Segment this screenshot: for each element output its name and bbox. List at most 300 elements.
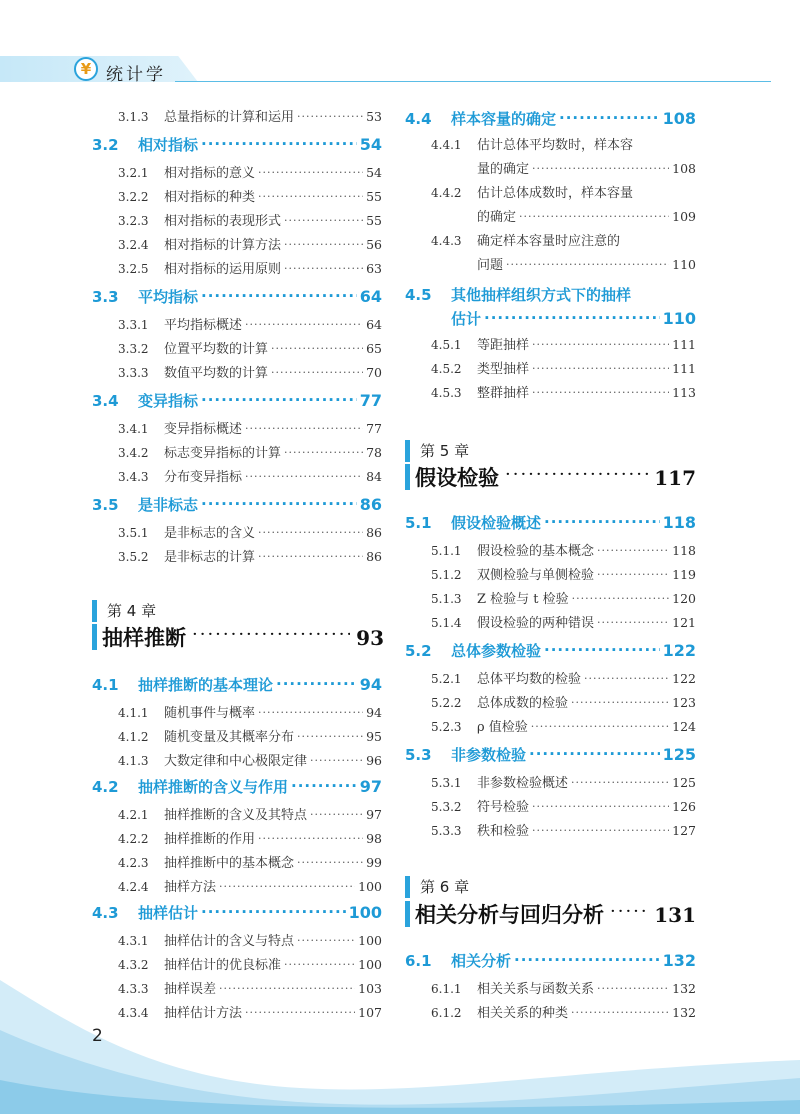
chapter-5-page: 117 (654, 466, 696, 490)
leader-dots (597, 544, 669, 555)
entry-number: 4.3.1 (118, 934, 149, 948)
section-4-2[interactable] (92, 776, 382, 797)
entry-page: 64 (359, 287, 382, 306)
subsection-4-1-2[interactable] (118, 726, 382, 745)
entry-title: 抽样估计的含义与特点 (164, 934, 295, 949)
entry-page: 111 (672, 361, 696, 376)
leader-dots (245, 422, 363, 433)
chapter-4-label: 第 4 章 (92, 600, 156, 622)
entry-page: 132 (672, 981, 696, 996)
subsection-4-2-2[interactable] (118, 828, 382, 847)
chapter-6-marker (405, 901, 410, 927)
entry-number: 5.1.3 (431, 592, 462, 606)
entry-number: 4.4.2 (431, 186, 462, 200)
entry-page: 56 (366, 237, 382, 252)
leader-dots (201, 135, 357, 150)
entry-title-continued: 估计 (451, 310, 482, 328)
entry-title: 相关分析 (451, 952, 512, 970)
section-5-3[interactable] (405, 744, 696, 765)
entry-page: 111 (672, 337, 696, 352)
section-4-5-line1[interactable] (405, 284, 696, 305)
entry-number: 5.1.4 (431, 616, 462, 630)
chapter-6-label: 第 6 章 (405, 876, 469, 898)
entry-title: 位置平均数的计算 (164, 342, 269, 357)
entry-number: 3.2.4 (118, 238, 149, 252)
leader-dots (258, 166, 363, 177)
entry-title: 平均指标 (138, 288, 199, 306)
entry-number: 3.5 (92, 496, 119, 514)
entry-number: 4.1 (92, 676, 119, 694)
entry-page: 118 (672, 543, 696, 558)
section-5-1[interactable] (405, 512, 696, 533)
subsection-3-4-2[interactable] (118, 442, 382, 461)
entry-title: 抽样估计 (138, 904, 199, 922)
entry-page: 54 (359, 135, 382, 154)
leader-dots (258, 526, 363, 537)
subsection-5-1-3[interactable] (431, 588, 696, 607)
entry-page: 98 (366, 831, 382, 846)
entry-number: 6.1 (405, 952, 432, 970)
entry-title: 假设检验概述 (451, 514, 542, 532)
entry-number: 4.1.3 (118, 754, 149, 768)
entry-number: 3.3.3 (118, 366, 149, 380)
chapter-5-label: 第 5 章 (405, 440, 469, 462)
subsection-4-5-2[interactable] (431, 358, 696, 377)
entry-title: 等距抽样 (477, 338, 530, 353)
subsection-4-5-3[interactable] (431, 382, 696, 401)
leader-dots (506, 258, 669, 269)
subsection-5-3-3[interactable] (431, 820, 696, 839)
entry-page: 122 (672, 671, 696, 686)
entry-number: 4.1.2 (118, 730, 149, 744)
entry-title: 变异指标概述 (164, 422, 243, 437)
entry-page: 95 (366, 729, 382, 744)
entry-title: 是非标志的计算 (164, 550, 256, 565)
leader-dots (192, 624, 350, 645)
subsection-4-2-4[interactable] (118, 876, 382, 895)
subsection-5-1-1[interactable] (431, 540, 696, 559)
leader-dots (258, 706, 363, 717)
entry-title: 样本容量的确定 (451, 110, 557, 128)
subsection-5-2-2[interactable] (431, 692, 696, 711)
entry-page: 108 (672, 161, 696, 176)
entry-number: 5.2.2 (431, 696, 462, 710)
entry-title: 抽样推断的含义与作用 (138, 778, 289, 796)
entry-number: 3.2.3 (118, 214, 149, 228)
leader-dots (597, 568, 669, 579)
entry-number: 4.2.3 (118, 856, 149, 870)
leader-dots (297, 934, 355, 945)
entry-number: 3.5.2 (118, 550, 149, 564)
entry-title: 相对指标的表现形式 (164, 214, 282, 229)
entry-title: 是非标志的含义 (164, 526, 256, 541)
entry-number: 5.1.2 (431, 568, 462, 582)
entry-number: 4.3.3 (118, 982, 149, 996)
entry-number: 5.3.1 (431, 776, 462, 790)
leader-dots (258, 190, 363, 201)
chapter-4-marker (92, 624, 97, 650)
entry-number: 3.4.3 (118, 470, 149, 484)
entry-number: 3.4.2 (118, 446, 149, 460)
chapter-5-marker (405, 464, 410, 490)
section-4-3[interactable] (92, 902, 382, 923)
chapter-6-title: 相关分析与回归分析 (415, 902, 604, 927)
entry-page: 53 (366, 109, 382, 124)
subsection-4-4-1-line1[interactable] (431, 134, 696, 153)
entry-title: 相对指标的计算方法 (164, 238, 282, 253)
leader-dots (529, 745, 660, 760)
chapter-5-entry[interactable] (415, 462, 696, 492)
entry-page: 70 (366, 365, 382, 380)
entry-title: 抽样推断的基本理论 (138, 676, 274, 694)
leader-dots (571, 696, 669, 707)
entry-page: 125 (672, 775, 696, 790)
entry-page: 100 (348, 903, 382, 922)
leader-dots (484, 309, 660, 324)
book-title: 统计学 (106, 65, 166, 85)
leader-dots (505, 464, 648, 485)
entry-title: 平均指标概述 (164, 318, 243, 333)
entry-title: ρ 值检验 (477, 720, 528, 735)
entry-page: 86 (359, 495, 382, 514)
entry-number: 4.5.1 (431, 338, 462, 352)
entry-page: 96 (366, 753, 382, 768)
subsection-3-2-3[interactable] (118, 210, 382, 229)
entry-title: 抽样估计的优良标准 (164, 958, 282, 973)
entry-title: 抽样估计方法 (164, 1006, 243, 1021)
leader-dots (271, 366, 363, 377)
entry-number: 4.2 (92, 778, 119, 796)
entry-page: 86 (366, 549, 382, 564)
entry-page: 113 (672, 385, 696, 400)
entry-title: 标志变异指标的计算 (164, 446, 282, 461)
entry-number: 5.3.3 (431, 824, 462, 838)
leader-dots (219, 880, 355, 891)
entry-page: 100 (358, 957, 382, 972)
subsection-4-4-2-line2[interactable] (477, 206, 696, 225)
entry-title: Z 检验与 t 检验 (477, 592, 569, 607)
leader-dots (284, 446, 363, 457)
chapter-6-page: 131 (654, 903, 696, 927)
entry-page: 119 (672, 567, 696, 582)
chapter-4-entry[interactable] (102, 622, 384, 652)
section-3-5[interactable] (92, 494, 382, 515)
leader-dots (291, 777, 357, 792)
yuan-icon: ¥ (74, 57, 98, 81)
leader-dots (610, 901, 648, 922)
leader-dots (532, 162, 669, 173)
subsection-4-4-3-line2[interactable] (477, 254, 696, 273)
entry-title: 总体参数检验 (451, 642, 542, 660)
entry-number: 5.3 (405, 746, 432, 764)
entry-page: 65 (366, 341, 382, 356)
leader-dots (559, 109, 660, 124)
entry-number: 4.5.2 (431, 362, 462, 376)
leader-dots (276, 675, 357, 690)
section-3-2[interactable] (92, 134, 382, 155)
entry-page: 132 (672, 1005, 696, 1020)
entry-title: 非参数检验概述 (477, 776, 569, 791)
entry-title: 双侧检验与单侧检验 (477, 568, 595, 583)
entry-title: 符号检验 (477, 800, 530, 815)
leader-dots (297, 730, 363, 741)
entry-page: 121 (672, 615, 696, 630)
entry-title-continued: 量的确定 (477, 162, 530, 177)
leader-dots (310, 808, 363, 819)
entry-number: 5.1 (405, 514, 432, 532)
chapter-5-title: 假设检验 (415, 465, 499, 490)
entry-title: 相对指标的运用原则 (164, 262, 282, 277)
subsection-3-2-4[interactable] (118, 234, 382, 253)
entry-number: 3.3.1 (118, 318, 149, 332)
entry-number: 6.1.2 (431, 1006, 462, 1020)
leader-dots (544, 641, 660, 656)
entry-title: 估计总体平均数时，样本容 (477, 138, 634, 153)
leader-dots (532, 386, 669, 397)
subsection-4-2-3[interactable] (118, 852, 382, 871)
entry-page: 94 (366, 705, 382, 720)
leader-dots (258, 832, 363, 843)
entry-title-continued: 问题 (477, 258, 504, 273)
subsection-3-2-5[interactable] (118, 258, 382, 277)
subsection-3-3-2[interactable] (118, 338, 382, 357)
leader-dots (201, 903, 346, 918)
entry-title: 相对指标的种类 (164, 190, 256, 205)
entry-page: 77 (366, 421, 382, 436)
entry-number: 3.3 (92, 288, 119, 306)
subsection-4-1-1[interactable] (118, 702, 382, 721)
entry-page: 109 (672, 209, 696, 224)
entry-number: 3.2 (92, 136, 119, 154)
entry-number: 4.5 (405, 286, 432, 304)
entry-title: 假设检验的两种错误 (477, 616, 595, 631)
entry-number: 4.2.4 (118, 880, 149, 894)
entry-number: 5.1.1 (431, 544, 462, 558)
leader-dots (531, 720, 669, 731)
entry-title: 类型抽样 (477, 362, 530, 377)
chapter-4-title: 抽样推断 (102, 625, 186, 650)
leader-dots (201, 391, 357, 406)
footer-wave (0, 960, 800, 1114)
leader-dots (284, 238, 363, 249)
leader-dots (201, 495, 357, 510)
leader-dots (284, 214, 363, 225)
entry-number: 4.4 (405, 110, 432, 128)
entry-page: 108 (662, 109, 696, 128)
entry-number: 4.1.1 (118, 706, 149, 720)
subsection-3-5-1[interactable] (118, 522, 382, 541)
leader-dots (597, 616, 669, 627)
entry-title: 数值平均数的计算 (164, 366, 269, 381)
leader-dots (532, 800, 669, 811)
entry-title: 抽样误差 (164, 982, 217, 997)
subsection-3-1-3[interactable] (118, 106, 382, 125)
section-4-1[interactable] (92, 674, 382, 695)
leader-dots (519, 210, 669, 221)
entry-number: 3.2.1 (118, 166, 149, 180)
entry-page: 94 (359, 675, 382, 694)
entry-page: 97 (366, 807, 382, 822)
entry-title: 抽样方法 (164, 880, 217, 895)
page-number: 2 (92, 1026, 103, 1046)
entry-title: 变异指标 (138, 392, 199, 410)
subsection-4-4-1-line2[interactable] (477, 158, 696, 177)
entry-title: 相关关系的种类 (477, 1006, 569, 1021)
subsection-5-2-3[interactable] (431, 716, 696, 735)
leader-dots (297, 856, 363, 867)
subsection-4-1-3[interactable] (118, 750, 382, 769)
entry-page: 78 (366, 445, 382, 460)
entry-number: 3.2.5 (118, 262, 149, 276)
entry-number: 4.3.2 (118, 958, 149, 972)
leader-dots (245, 318, 363, 329)
entry-number: 4.3 (92, 904, 119, 922)
entry-title: 抽样推断的含义及其特点 (164, 808, 308, 823)
subsection-4-3-1[interactable] (118, 930, 382, 949)
entry-title: 是非标志 (138, 496, 199, 514)
entry-page: 84 (366, 469, 382, 484)
entry-page: 127 (672, 823, 696, 838)
entry-title: 总体平均数的检验 (477, 672, 582, 687)
entry-title: 抽样推断的作用 (164, 832, 256, 847)
entry-page: 123 (672, 695, 696, 710)
entry-number: 4.4.3 (431, 234, 462, 248)
leader-dots (201, 287, 357, 302)
entry-page: 55 (366, 189, 382, 204)
leader-dots (310, 754, 363, 765)
subsection-3-2-2[interactable] (118, 186, 382, 205)
entry-title: 其他抽样组织方式下的抽样 (451, 286, 632, 304)
entry-title: 随机事件与概率 (164, 706, 256, 721)
leader-dots (271, 342, 363, 353)
leader-dots (532, 362, 669, 373)
subsection-4-4-2-line1[interactable] (431, 182, 696, 201)
chapter-4-page: 93 (356, 626, 384, 650)
entry-page: 122 (662, 641, 696, 660)
header-band (0, 56, 198, 82)
entry-title: 秩和检验 (477, 824, 530, 839)
entry-title: 相关关系与函数关系 (477, 982, 595, 997)
entry-page: 64 (366, 317, 382, 332)
entry-number: 4.4.1 (431, 138, 462, 152)
entry-page: 107 (358, 1005, 382, 1020)
subsection-4-4-3-line1[interactable] (431, 230, 696, 249)
entry-page: 132 (662, 951, 696, 970)
entry-page: 99 (366, 855, 382, 870)
subsection-3-4-1[interactable] (118, 418, 382, 437)
entry-number: 4.2.1 (118, 808, 149, 822)
subsection-4-5-1[interactable] (431, 334, 696, 353)
entry-number: 4.5.3 (431, 386, 462, 400)
entry-title: 大数定律和中心极限定律 (164, 754, 308, 769)
entry-page: 54 (366, 165, 382, 180)
entry-title: 假设检验的基本概念 (477, 544, 595, 559)
entry-title: 估计总体成数时，样本容量 (477, 186, 634, 201)
leader-dots (532, 824, 669, 835)
entry-page: 100 (358, 933, 382, 948)
subsection-3-2-1[interactable] (118, 162, 382, 181)
leader-dots (571, 776, 669, 787)
subsection-5-1-2[interactable] (431, 564, 696, 583)
entry-title: 随机变量及其概率分布 (164, 730, 295, 745)
section-3-4[interactable] (92, 390, 382, 411)
chapter-6-entry[interactable] (415, 899, 696, 929)
entry-number: 3.2.2 (118, 190, 149, 204)
entry-page: 124 (672, 719, 696, 734)
leader-dots (544, 513, 660, 528)
entry-number: 4.3.4 (118, 1006, 149, 1020)
entry-page: 97 (359, 777, 382, 796)
entry-page: 110 (672, 257, 696, 272)
section-4-5-line2[interactable] (451, 308, 696, 329)
entry-number: 5.2.3 (431, 720, 462, 734)
entry-title: 整群抽样 (477, 386, 530, 401)
entry-number: 3.5.1 (118, 526, 149, 540)
leader-dots (284, 262, 363, 273)
section-5-2[interactable] (405, 640, 696, 661)
entry-page: 110 (662, 309, 696, 328)
leader-dots (245, 470, 363, 481)
subsection-5-3-1[interactable] (431, 772, 696, 791)
leader-dots (532, 338, 669, 349)
subsection-3-4-3[interactable] (118, 466, 382, 485)
leader-dots (572, 592, 669, 603)
entry-title: 总量指标的计算和运用 (164, 110, 295, 125)
header-rule (175, 81, 771, 82)
entry-page: 100 (358, 879, 382, 894)
subsection-3-5-2[interactable] (118, 546, 382, 565)
entry-page: 125 (662, 745, 696, 764)
entry-page: 55 (366, 213, 382, 228)
entry-title-continued: 的确定 (477, 210, 517, 225)
leader-dots (297, 110, 363, 121)
entry-title: 分布变异指标 (164, 470, 243, 485)
leader-dots (584, 672, 669, 683)
subsection-5-2-1[interactable] (431, 668, 696, 687)
entry-page: 63 (366, 261, 382, 276)
entry-page: 103 (358, 981, 382, 996)
entry-number: 6.1.1 (431, 982, 462, 996)
section-3-3[interactable] (92, 286, 382, 307)
entry-number: 3.4.1 (118, 422, 149, 436)
entry-page: 118 (662, 513, 696, 532)
entry-number: 3.3.2 (118, 342, 149, 356)
subsection-3-3-3[interactable] (118, 362, 382, 381)
entry-title: 非参数检验 (451, 746, 527, 764)
subsection-4-2-1[interactable] (118, 804, 382, 823)
entry-number: 4.2.2 (118, 832, 149, 846)
entry-title: 确定样本容量时应注意的 (477, 234, 621, 249)
subsection-5-3-2[interactable] (431, 796, 696, 815)
leader-dots (258, 550, 363, 561)
entry-number: 5.2 (405, 642, 432, 660)
subsection-3-3-1[interactable] (118, 314, 382, 333)
entry-page: 86 (366, 525, 382, 540)
entry-number: 3.4 (92, 392, 119, 410)
entry-title: 相对指标的意义 (164, 166, 256, 181)
entry-title: 总体成数的检验 (477, 696, 569, 711)
entry-page: 77 (359, 391, 382, 410)
subsection-5-1-4[interactable] (431, 612, 696, 631)
entry-number: 5.2.1 (431, 672, 462, 686)
entry-page: 126 (672, 799, 696, 814)
entry-title: 抽样推断中的基本概念 (164, 856, 295, 871)
section-4-4[interactable] (405, 108, 696, 129)
entry-title: 相对指标 (138, 136, 199, 154)
entry-number: 3.1.3 (118, 110, 149, 124)
entry-number: 5.3.2 (431, 800, 462, 814)
entry-page: 120 (672, 591, 696, 606)
